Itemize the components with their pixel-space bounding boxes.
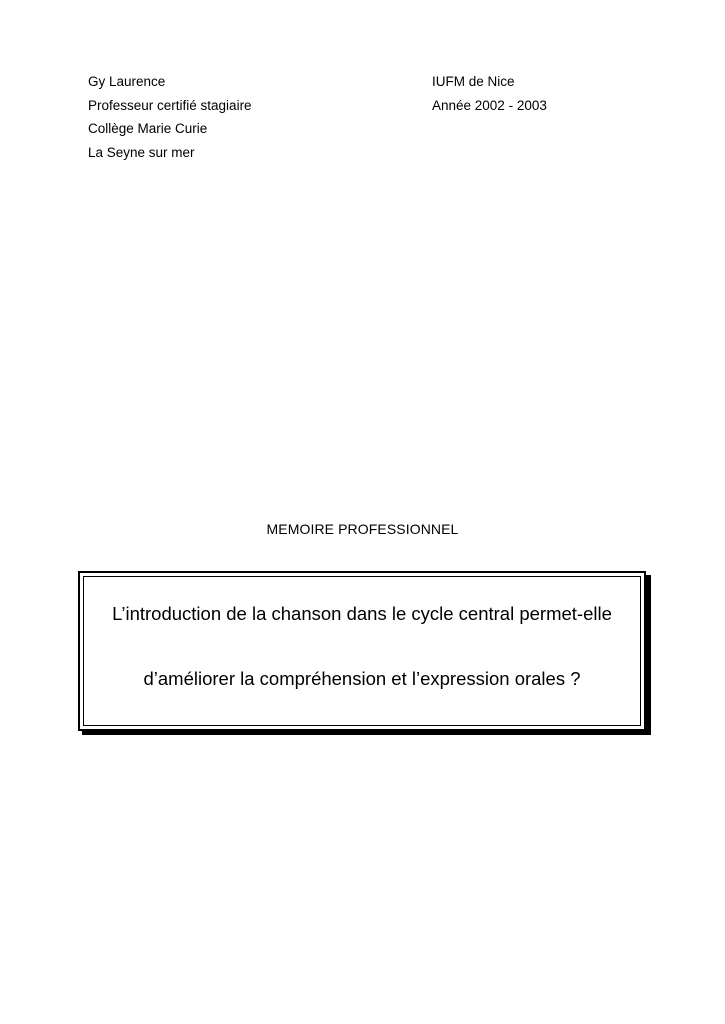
- author-school: Collège Marie Curie: [88, 121, 208, 136]
- academic-year: Année 2002 - 2003: [432, 97, 547, 113]
- title-box-inner-border: [83, 576, 641, 726]
- author-name: Gy Laurence: [88, 74, 166, 89]
- document-type-heading: MEMOIRE PROFESSIONNEL: [266, 521, 459, 537]
- document-title-line-2: d’améliorer la compréhension et l’expression orales ?: [143, 668, 581, 689]
- author-role: Professeur certifié stagiaire: [88, 97, 252, 113]
- institution-info-block: [432, 70, 547, 117]
- institution-name: IUFM de Nice: [432, 74, 515, 89]
- title-box: [78, 571, 646, 731]
- author-city: La Seyne sur mer: [88, 144, 195, 160]
- document-title-line-1: L’introduction de la chanson dans le cycle central permet-elle: [112, 603, 612, 624]
- author-info-block: [88, 70, 252, 164]
